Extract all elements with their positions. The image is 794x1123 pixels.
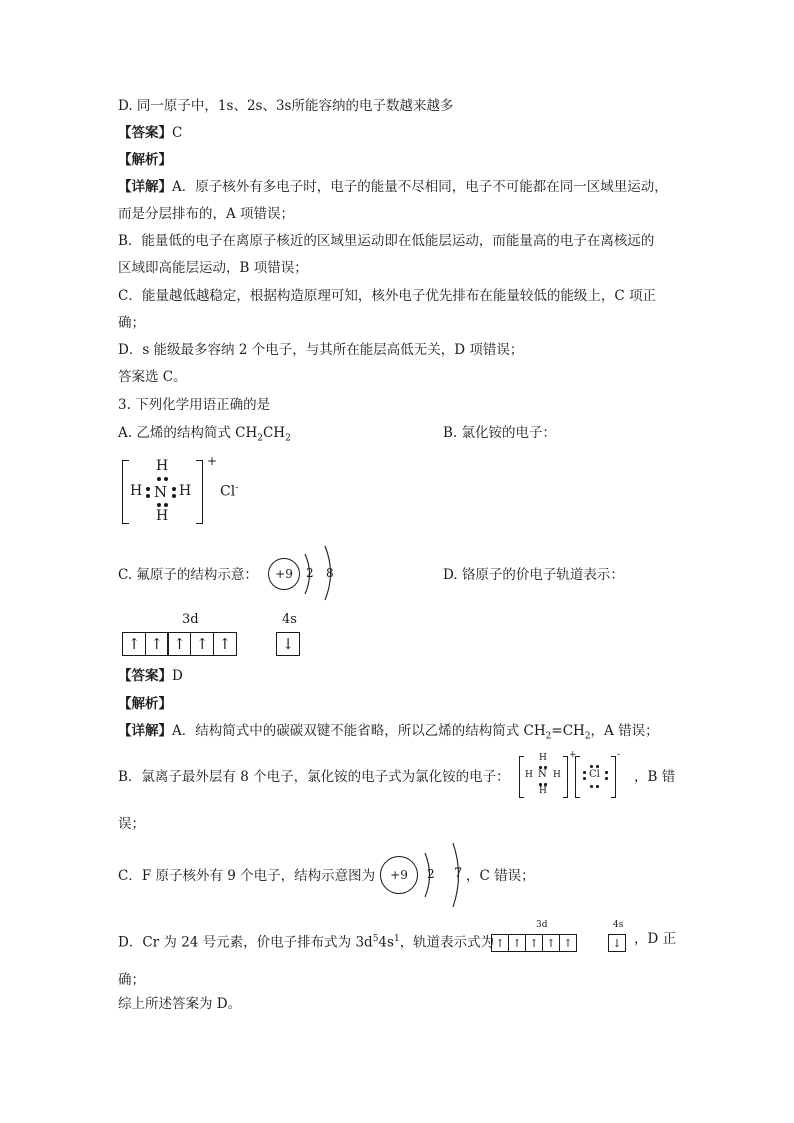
detail-mid: 4s	[378, 934, 394, 951]
summary-1: 答案选 C。	[118, 369, 187, 385]
up-arrow-icon: ↑	[512, 936, 522, 950]
electron-dot	[146, 487, 150, 491]
h-left: H	[525, 770, 533, 780]
3d-orbitals	[491, 934, 577, 952]
up-arrow-icon: ↑	[127, 635, 141, 653]
subscript: 2	[584, 731, 591, 742]
electron-dot	[544, 783, 547, 786]
analysis-2: 【解析】	[118, 696, 172, 712]
3d-orbitals	[122, 632, 237, 656]
orbital-box	[608, 934, 626, 952]
orbital-box	[122, 632, 146, 656]
electron-dot	[539, 766, 542, 769]
detail-label: 【详解】	[118, 179, 172, 195]
chloride	[220, 483, 238, 500]
n-atom: N	[154, 483, 168, 501]
detail-2-c-suffix: ，C 错误；	[466, 868, 535, 884]
up-arrow-icon: ↑	[195, 635, 209, 653]
orbital-box	[167, 632, 191, 656]
chromium-orbital-diagram	[120, 612, 310, 662]
orbital-box	[276, 632, 300, 656]
electron-dot	[172, 494, 176, 498]
orbital-box	[491, 934, 509, 952]
answer-label: 【答案】	[118, 125, 172, 141]
electron-dot	[146, 494, 150, 498]
option-a-text: A. 乙烯的结构简式 CH	[118, 425, 258, 441]
answer-value: C	[172, 125, 183, 141]
electron-dot	[157, 477, 161, 481]
nucleus-circle	[380, 856, 418, 894]
option-d-previous: D. 同一原子中，1s、2s、3s所能容纳的电子数越来越多	[118, 98, 454, 114]
electron-dot	[605, 771, 608, 774]
electron-dot	[157, 503, 161, 507]
nucleus-charge: +9	[390, 868, 408, 882]
subscript: 2	[285, 433, 291, 444]
h-bottom: H	[539, 786, 547, 796]
superscript: 5	[372, 934, 379, 944]
shell-2-count: 8	[326, 566, 334, 580]
superscript: 1	[393, 934, 400, 944]
chloride-charge: -	[617, 750, 621, 760]
detail-label: 【详解】	[118, 723, 172, 739]
nucleus-charge: +9	[275, 567, 293, 581]
electron-dot	[544, 766, 547, 769]
detail-2-c: C．F 原子核外有 9 个电子，结构示意图为	[118, 868, 376, 884]
detail-mid2: ，轨道表示式为	[399, 934, 495, 951]
orbital-box	[190, 632, 214, 656]
orbital-box	[559, 934, 577, 952]
up-arrow-icon: ↑	[150, 635, 163, 653]
orbital-box	[542, 934, 560, 952]
detail-mid: =CH	[551, 723, 585, 739]
answer-value: D	[172, 668, 183, 684]
option-b: B. 氯化铵的电子：	[443, 425, 557, 441]
detail-2-b2: 误；	[118, 816, 145, 832]
bracket-right	[563, 756, 568, 798]
nh4cl-electron-diagram	[120, 454, 260, 526]
electron-dot	[539, 783, 542, 786]
down-arrow-icon: ↓	[281, 635, 295, 653]
answer-1	[118, 124, 182, 142]
chromium-orbital-diagram-small	[490, 920, 630, 958]
4s-orbital	[608, 934, 626, 952]
ammonium-charge: +	[207, 454, 218, 468]
option-a	[118, 424, 291, 448]
orbital-box	[508, 934, 526, 952]
electron-dot	[596, 765, 599, 768]
bracket-left	[122, 460, 129, 524]
h-bottom: H	[156, 508, 169, 524]
bracket-right	[196, 460, 203, 524]
detail-2-b: B．氯离子最外层有 8 个电子，氯化铵的电子式为氯化铵的电子：	[118, 769, 510, 785]
electron-dot	[164, 503, 168, 507]
electron-dot	[583, 771, 586, 774]
detail-1-b2: 区域即高能层运动，B 项错误；	[118, 260, 308, 276]
down-arrow-icon: ↓	[612, 936, 622, 950]
h-top: H	[156, 458, 169, 474]
3d-label: 3d	[182, 612, 199, 627]
n-atom: N	[538, 769, 547, 780]
up-arrow-icon: ↑	[173, 635, 186, 653]
detail-2-d2: 确；	[118, 972, 145, 988]
detail-text: A．原子核外有多电子时，电子的能量不尽相同，电子不可能都在同一区域里运动，	[172, 179, 668, 195]
cl-atom: Cl	[589, 769, 600, 780]
bracket-left	[519, 756, 524, 798]
detail-suffix: ，A 错误；	[590, 723, 659, 739]
orbital-box	[145, 632, 169, 656]
detail-text: A．结构简式中的碳碳双键不能省略，所以乙烯的结构简式 CH	[172, 723, 546, 739]
electron-dot	[590, 785, 593, 788]
option-a-mid: CH	[262, 425, 286, 441]
detail-1-a	[118, 178, 668, 196]
detail-1-a2: 而是分层排布的，A 项错误；	[118, 206, 295, 222]
electron-dot	[172, 487, 176, 491]
up-arrow-icon: ↑	[529, 936, 539, 950]
question-3: 3. 下列化学用语正确的是	[118, 397, 271, 413]
shell-1-count: 2	[427, 867, 435, 881]
nh4cl-electron-diagram-small	[517, 750, 627, 800]
ammonium-charge: +	[569, 750, 577, 760]
electron-dot	[590, 765, 593, 768]
subscript: 2	[545, 731, 552, 742]
detail-1-b: B．能量低的电子在离原子核近的区域里运动即在低能层运动，而能量高的电子在离核远的	[118, 233, 655, 249]
up-arrow-icon: ↑	[563, 936, 573, 950]
answer-2	[118, 667, 183, 685]
bracket-right	[611, 756, 616, 798]
nucleus-circle	[268, 558, 300, 590]
subscript: 2	[257, 433, 263, 444]
electron-dot	[596, 785, 599, 788]
electron-dot	[583, 777, 586, 780]
summary-2: 综上所述答案为 D。	[118, 996, 242, 1012]
electron-dot	[605, 777, 608, 780]
h-right: H	[553, 770, 561, 780]
orbital-box	[525, 934, 543, 952]
detail-1-d: D．s 能级最多容纳 2 个电子，与其所在能层高低无关，D 项错误；	[118, 342, 524, 358]
answer-label: 【答案】	[118, 668, 172, 684]
shell-1-count: 2	[306, 566, 314, 580]
detail-text: D．Cr 为 24 号元素，价电子排布式为 3d	[118, 934, 373, 951]
detail-1-c2: 确；	[118, 315, 145, 331]
up-arrow-icon: ↑	[218, 635, 232, 653]
4s-label: 4s	[282, 612, 297, 627]
electron-dot	[164, 477, 168, 481]
detail-2-d	[118, 930, 494, 952]
3d-label: 3d	[536, 920, 548, 930]
up-arrow-icon: ↑	[546, 936, 556, 950]
fluorine-structure-diagram-correct	[380, 843, 470, 909]
orbital-box	[213, 632, 237, 656]
detail-2-d-suffix: ，D 正	[634, 931, 677, 947]
4s-orbital	[276, 632, 300, 656]
bracket-left	[575, 756, 580, 798]
detail-2-a	[118, 722, 659, 746]
option-d: D. 铬原子的价电子轨道表示：	[443, 567, 624, 583]
cl-symbol: Cl	[220, 483, 236, 500]
h-right: H	[179, 483, 192, 499]
detail-1-c: C．能量越低越稳定，根据构造原理可知，核外电子优先排布在能量较低的能级上，C 项正	[118, 288, 656, 304]
shell-2-count: 7	[454, 866, 463, 881]
h-top: H	[539, 753, 547, 763]
option-c: C. 氟原子的结构示意：	[118, 567, 258, 583]
fluorine-structure-diagram-wrong	[268, 548, 348, 604]
cl-charge: -	[235, 483, 239, 493]
analysis-1: 【解析】	[118, 152, 172, 168]
4s-label: 4s	[613, 920, 624, 930]
detail-2-b-suffix: ，B 错	[634, 769, 676, 785]
h-left: H	[130, 483, 143, 499]
up-arrow-icon: ↑	[495, 936, 505, 950]
